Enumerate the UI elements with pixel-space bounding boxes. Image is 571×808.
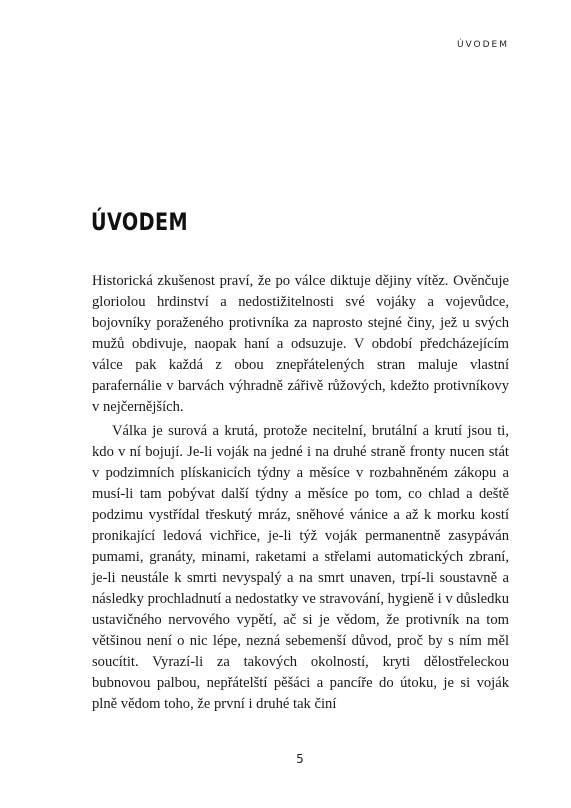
- chapter-title: ÚVODEM: [91, 208, 188, 236]
- running-head: ÚVODEM: [456, 40, 509, 50]
- paragraph-1: Historická zkušenost praví, že po válce diktuje dějiny vítěz. Ověnčuje gloriolou hrdinství a nedostižitelnosti své vojáky a vojevůdce, bojovníky poraženého protivníka za naprosto stejné činy, jež u svých mužů obdivuje, naopak haní a odsuzuje. V období předcházejícím válce pak každá z obou znepřátelených stran maluje vlastní parafernálie v barvách výhradně zářivě růžových, kdežto protivníkovy v nejčernějších.: [92, 273, 509, 415]
- body-text: [92, 271, 509, 715]
- page-number: 5: [296, 752, 304, 766]
- paragraph-2: Válka je surová a krutá, protože necitelní, brutální a krutí jsou ti, kdo v ní bojují. Je-li voják na jedné i na druhé straně fronty nucen stát v podzimních plískanicích týdny a měsíce v rozbahněném zákopu a musí-li tam pobývat další týdny a měsíce po tom, co chlad a deště podzimu vystřídal třeskutý mráz, sněhové vánice a až k morku kostí pronikající ledová vichřice, je-li týž voják permanentně zasypáván pumami, granáty, minami, raketami a střelami automatických zbraní, je-li neustále k smrti nevyspalý a na smrt unaven, trpí-li soustavně a následky prochladnutí a nedostatky ve stravování, hygieně i v důsledku ustavičného nervového vypětí, ač si je vědom, že protivník na tom většinou není o nic lépe, nezná sebemenší důvod, proč by s ním měl soucítit. Vyrazí-li za takových okolností, kryti dělostřeleckou bubnovou palbou, nepřátelští pěšáci a pancíře do útoku, je si voják plně vědom toho, že první i druhé tak činí: [92, 423, 509, 712]
